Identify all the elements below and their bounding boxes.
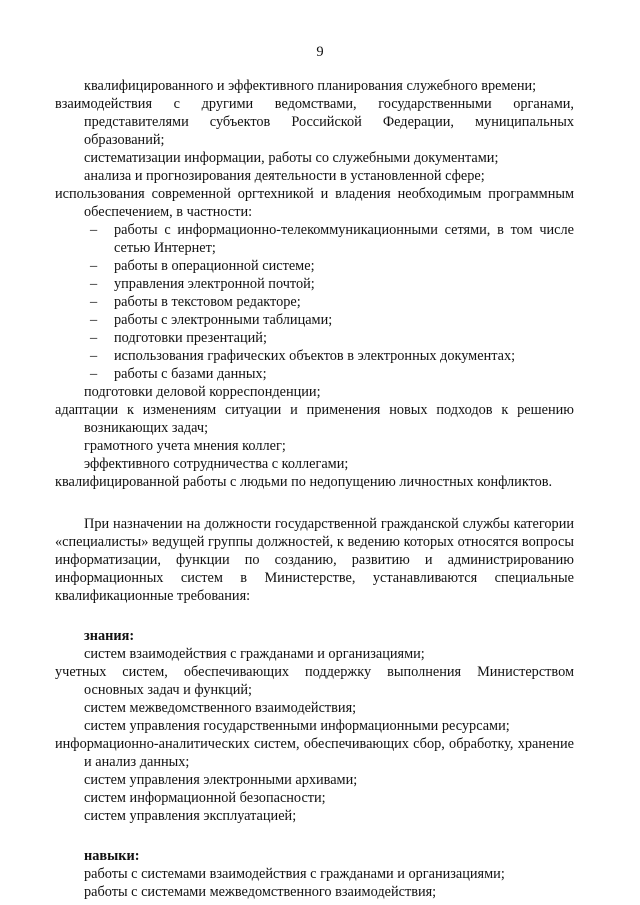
list-item: использования современной оргтехникой и владения необходимым программным обеспечением, в частности: [55, 186, 574, 220]
knowledge-heading: знания: [84, 628, 135, 644]
dash-list-item [55, 221, 574, 257]
knowledge-item: систем межведомственного взаимодействия; [84, 700, 357, 716]
intro-paragraph: При назначении на должности государственной гражданской службы категории «специалисты» ведущей группы должностей, к ведению которых относятся вопросы информатизации, функции по созданию, развитию и администрированию информационных систем в Министерстве, устанавливаются специальные квалификационные требования: [55, 516, 574, 604]
dash-item-text: работы в текстовом редакторе; [114, 294, 301, 310]
dash-item-text: работы с базами данных; [114, 366, 267, 382]
dash-item-text: работы с информационно-телекоммуникационными сетями, в том числе сетью Интернет; [114, 222, 574, 256]
knowledge-item: систем управления электронными архивами; [84, 772, 358, 788]
dash-bullet: – [90, 258, 98, 274]
skills-item: работы с системами взаимодействия с гражданами и организациями; [84, 866, 505, 882]
knowledge-item: систем управления эксплуатацией; [84, 808, 297, 824]
dash-bullet: – [90, 222, 98, 238]
dash-list-item [84, 293, 574, 311]
dash-item-text: подготовки презентаций; [114, 330, 267, 346]
list-item: адаптации к изменениям ситуации и применения новых подходов к решению возникающих задач; [55, 402, 574, 436]
page-number: 9 [316, 44, 324, 60]
skills-heading: навыки: [84, 848, 140, 864]
paragraph-spacer [84, 825, 574, 847]
list-item: подготовки деловой корреспонденции; [84, 384, 321, 400]
dash-item-text: работы в операционной системе; [114, 258, 315, 274]
dash-list-item [84, 365, 574, 383]
dash-list-item [84, 329, 574, 347]
dash-bullet: – [90, 330, 98, 346]
knowledge-item: учетных систем, обеспечивающих поддержку выполнения Министерством основных задач и функций; [55, 664, 574, 698]
dash-list-item [84, 311, 574, 329]
knowledge-item: систем управления государственными информационными ресурсами; [84, 718, 510, 734]
list-item: взаимодействия с другими ведомствами, государственными органами, представителями субъектов Российской Федерации, муниципальных образований; [55, 96, 574, 148]
dash-item-text: управления электронной почтой; [114, 276, 315, 292]
dash-item-text: работы с электронными таблицами; [114, 312, 333, 328]
paragraph-spacer [84, 605, 574, 627]
list-item: систематизации информации, работы со служебными документами; [84, 150, 499, 166]
dash-bullet: – [90, 312, 98, 328]
document-body [55, 77, 574, 901]
dash-list-item [84, 347, 574, 365]
knowledge-item: систем взаимодействия с гражданами и организациями; [84, 646, 425, 662]
dash-bullet: – [90, 366, 98, 382]
dash-bullet: – [90, 348, 98, 364]
dash-list-item [84, 257, 574, 275]
knowledge-item: информационно-аналитических систем, обеспечивающих сбор, обработку, хранение и анализ данных; [55, 736, 574, 770]
dash-list-item [84, 275, 574, 293]
list-item: грамотного учета мнения коллег; [84, 438, 286, 454]
list-item: анализа и прогнозирования деятельности в установленной сфере; [84, 168, 485, 184]
list-item: квалифицированного и эффективного планирования служебного времени; [84, 78, 537, 94]
skills-item: работы с системами межведомственного взаимодействия; [84, 884, 437, 900]
list-item: квалифицированной работы с людьми по недопущению личностных конфликтов. [55, 474, 553, 490]
paragraph-spacer [84, 491, 574, 515]
dash-bullet: – [90, 294, 98, 310]
list-item: эффективного сотрудничества с коллегами; [84, 456, 349, 472]
knowledge-item: систем информационной безопасности; [84, 790, 326, 806]
dash-item-text: использования графических объектов в электронных документах; [114, 348, 516, 364]
dash-bullet: – [90, 276, 98, 292]
